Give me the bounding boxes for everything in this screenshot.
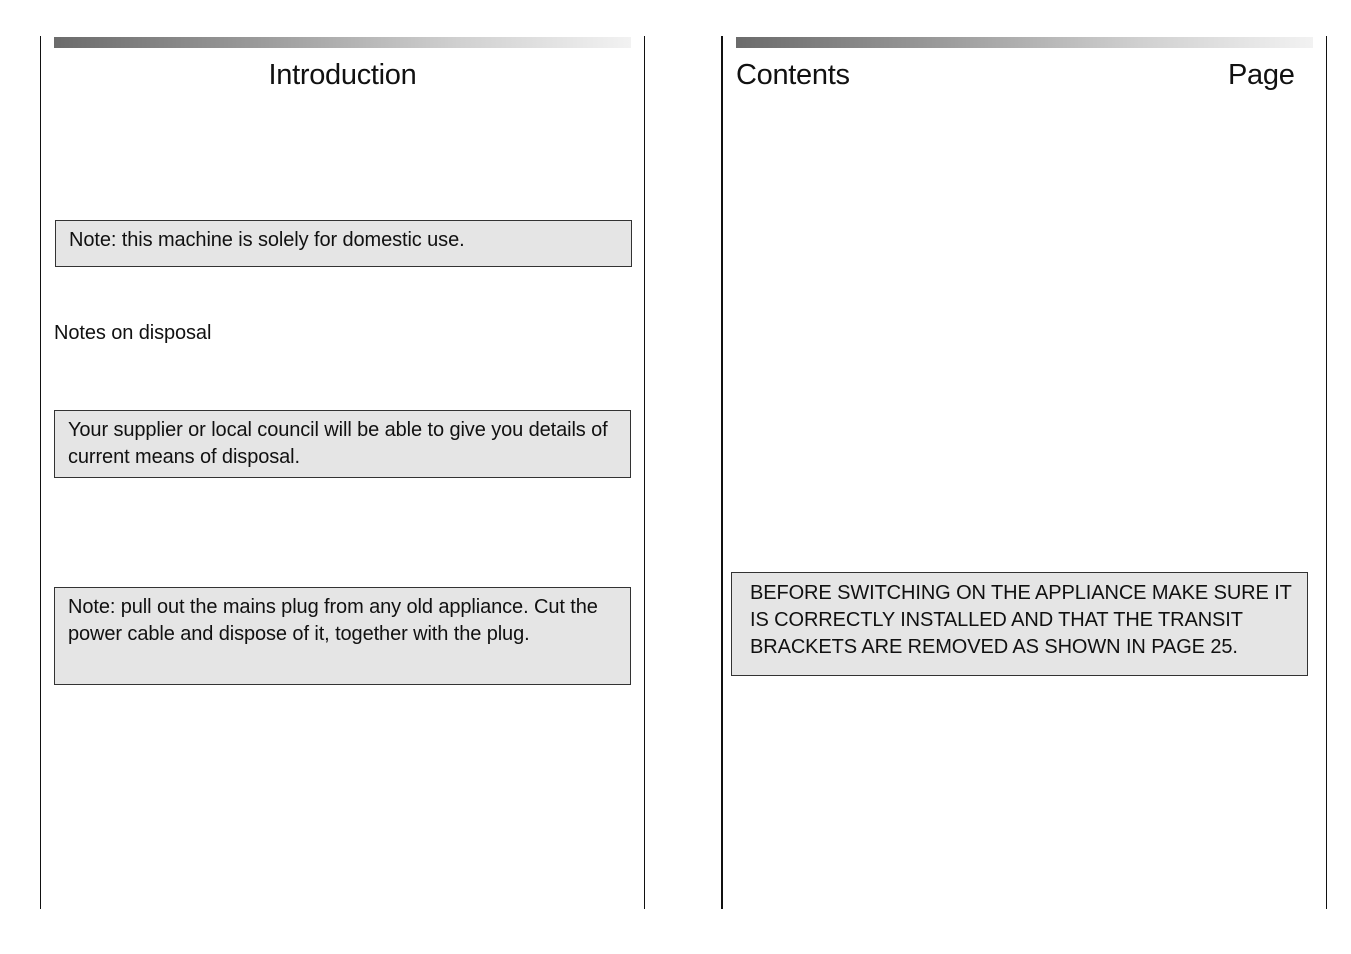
page-column-heading: Page — [1228, 59, 1295, 91]
contents-heading: Contents — [736, 59, 850, 91]
introduction-heading: Introduction — [268, 59, 417, 91]
left-page-right-border — [644, 36, 645, 909]
left-page-header-bar — [54, 37, 631, 48]
left-page-left-border — [40, 36, 41, 909]
mains-plug-note: Note: pull out the mains plug from any old appliance. Cut the power cable and dispose of it, together with the plug. — [54, 587, 631, 685]
installation-warning-box: BEFORE SWITCHING ON THE APPLIANCE MAKE SURE IT IS CORRECTLY INSTALLED AND THAT THE TRANSIT BRACKETS ARE REMOVED AS SHOWN IN PAGE 25. — [731, 572, 1308, 676]
right-page-header-bar — [736, 37, 1313, 48]
disposal-supplier-note: Your supplier or local council will be able to give you details of current means of disposal. — [54, 410, 631, 478]
disposal-heading: Notes on disposal — [54, 322, 212, 344]
right-page-left-border — [721, 36, 723, 909]
right-page-right-border — [1326, 36, 1327, 909]
domestic-use-note: Note: this machine is solely for domestic use. — [55, 220, 632, 267]
